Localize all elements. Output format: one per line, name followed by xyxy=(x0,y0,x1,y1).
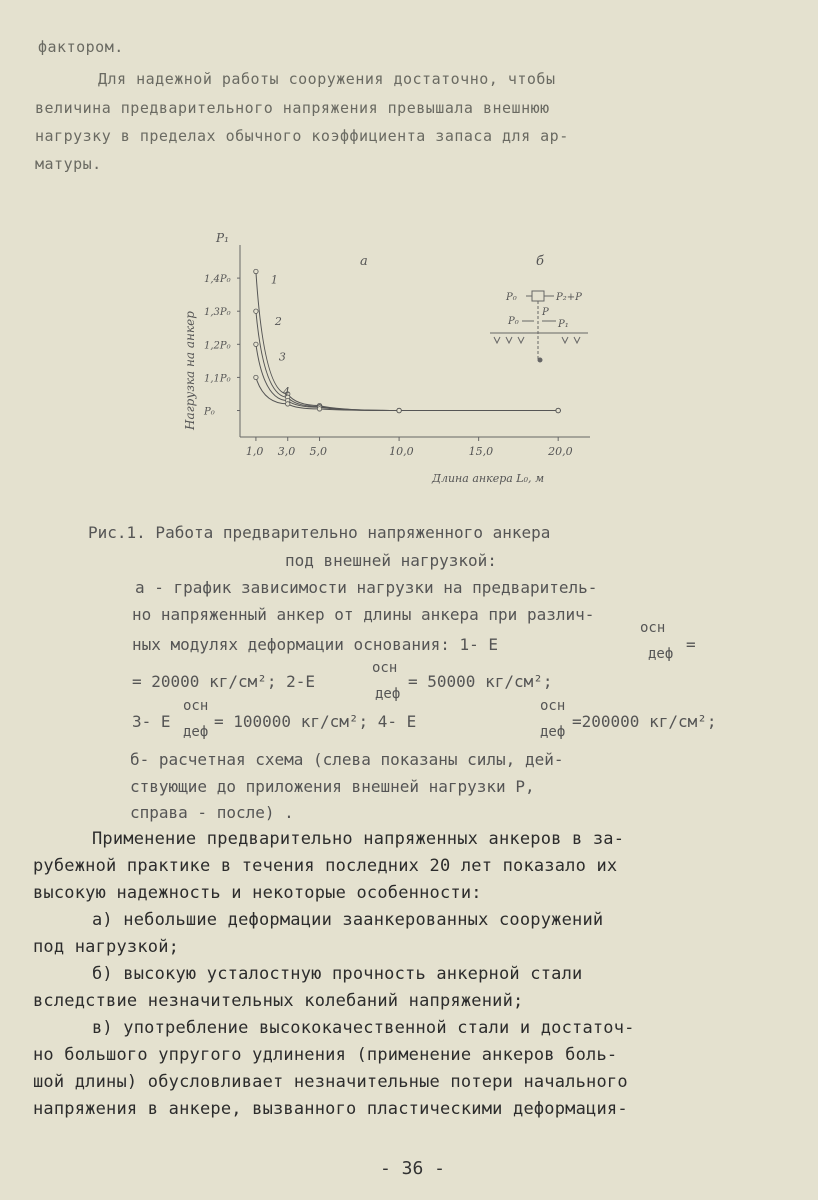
scheme-label-p0-top: P₀ xyxy=(506,292,517,303)
series-1-label: 1 xyxy=(270,273,278,287)
top-text-line-5: матуры. xyxy=(35,155,102,173)
caption-line-2: под внешней нагрузкой: xyxy=(285,551,497,570)
page-number: - 36 - xyxy=(380,1158,446,1179)
top-text-line-1: фактором. xyxy=(38,38,124,56)
series-4-point xyxy=(556,408,560,412)
series-3-label: 3 xyxy=(278,350,286,364)
anchor-root xyxy=(538,358,542,362)
scheme-label-p2: P₂+P xyxy=(556,292,582,303)
series-4-point xyxy=(397,408,401,412)
series-4-label: 4 xyxy=(282,385,290,399)
x-tick-label: 1,0 xyxy=(245,445,264,458)
caption-line-7b: = 100000 кг/см²; 4- E xyxy=(214,712,417,731)
x-tick-label: 15,0 xyxy=(468,445,494,458)
ground-hatch xyxy=(494,337,580,343)
caption-line-10: справа - после) . xyxy=(130,803,294,822)
top-text-line-4: нагрузку в пределах обычного коэффициента запаса для ар- xyxy=(35,127,569,145)
y-tick-label: 1,3P₀ xyxy=(204,307,231,319)
caption-line-5-sup: осн xyxy=(640,620,666,636)
caption-line-4: но напряженный анкер от длины анкера при различ- xyxy=(132,605,595,624)
caption-line-5-sub: деф xyxy=(648,646,674,662)
y-tick-label: P₀ xyxy=(204,406,215,418)
top-text-line-3: величина предварительного напряжения превышала внешнюю xyxy=(35,99,550,117)
series-4-point xyxy=(254,375,258,379)
body-line-8: в) употребление высококачественной стали и достаточ- xyxy=(92,1018,635,1038)
body-line-2: рубежной практике в течения последних 20 лет показало их xyxy=(33,856,618,876)
series-4-point xyxy=(317,407,321,411)
y-tick-label: 1,2P₀ xyxy=(204,340,231,352)
caption-line-7a: 3- E xyxy=(132,712,171,731)
body-line-10: шой длины) обусловливает незначительные потери начального xyxy=(33,1072,628,1092)
caption-line-7-sub1: деф xyxy=(183,724,209,740)
x-tick-label: 10,0 xyxy=(389,445,414,458)
body-line-3: высокую надежность и некоторые особенности: xyxy=(33,883,482,903)
panel-b-label: б xyxy=(536,254,544,269)
top-text-line-2: Для надежной работы сооружения достаточно, чтобы xyxy=(98,70,556,88)
caption-line-5-end: = xyxy=(686,635,696,654)
x-axis-label: Длина анкера L₀, м xyxy=(432,472,545,485)
scheme-label-p0-mid: P₀ xyxy=(508,316,519,327)
series-3-point xyxy=(254,342,258,346)
panel-a-label: а xyxy=(360,254,368,269)
y-tick-label: 1,1P₀ xyxy=(204,373,231,385)
caption-line-9: ствующие до приложения внешней нагрузки P, xyxy=(130,777,535,796)
x-tick-label: 3,0 xyxy=(277,445,296,458)
caption-line-7-sup2: осн xyxy=(540,698,566,714)
series-1-point xyxy=(254,269,258,273)
series-2-point xyxy=(254,309,258,313)
caption-line-7-sub2: деф xyxy=(540,724,566,740)
body-line-6: б) высокую усталостную прочность анкерной стали xyxy=(92,964,583,984)
figure-anchor-load xyxy=(170,225,640,500)
body-line-5: под нагрузкой; xyxy=(33,937,180,957)
scheme-label-p1: P₁ xyxy=(558,319,569,330)
scheme-label-p: P xyxy=(542,307,549,318)
body-line-7: вследствие незначительных колебаний напряжений; xyxy=(33,991,524,1011)
caption-line-6-sub: деф xyxy=(375,686,401,702)
y-tick-label: 1,4P₀ xyxy=(204,274,231,286)
x-tick-label: 5,0 xyxy=(309,445,328,458)
x-tick-label: 20,0 xyxy=(548,445,573,458)
caption-line-6-end: = 50000 кг/см²; xyxy=(408,672,553,691)
caption-line-3: а - график зависимости нагрузки на предваритель- xyxy=(135,578,598,597)
series-3-line xyxy=(256,344,558,410)
body-line-11: напряжения в анкере, вызванного пластическими деформация- xyxy=(33,1099,628,1119)
caption-line-7c: =200000 кг/см²; xyxy=(572,712,717,731)
caption-line-1: Рис.1. Работа предварительно напряженного анкера xyxy=(88,523,551,542)
caption-line-8: б- расчетная схема (слева показаны силы, дей- xyxy=(130,750,564,769)
caption-line-6-sup: осн xyxy=(372,660,398,676)
y-axis-label: Нагрузка на анкер xyxy=(183,311,197,430)
anchor-head xyxy=(532,291,544,301)
y-axis-top-label: P₁ xyxy=(216,231,229,245)
series-2-label: 2 xyxy=(274,315,282,329)
body-line-9: но большого упругого удлинения (применение анкеров боль- xyxy=(33,1045,618,1065)
body-line-4: а) небольшие деформации заанкерованных сооружений xyxy=(92,910,604,930)
series-4-point xyxy=(286,402,290,406)
chart-panel-a xyxy=(203,245,590,458)
caption-line-7-sup1: осн xyxy=(183,698,209,714)
caption-line-6: = 20000 кг/см²; 2-E xyxy=(132,672,316,691)
body-line-1: Применение предварительно напряженных анкеров в за- xyxy=(92,829,625,849)
caption-line-5: ных модулях деформации основания: 1- E xyxy=(132,635,499,654)
